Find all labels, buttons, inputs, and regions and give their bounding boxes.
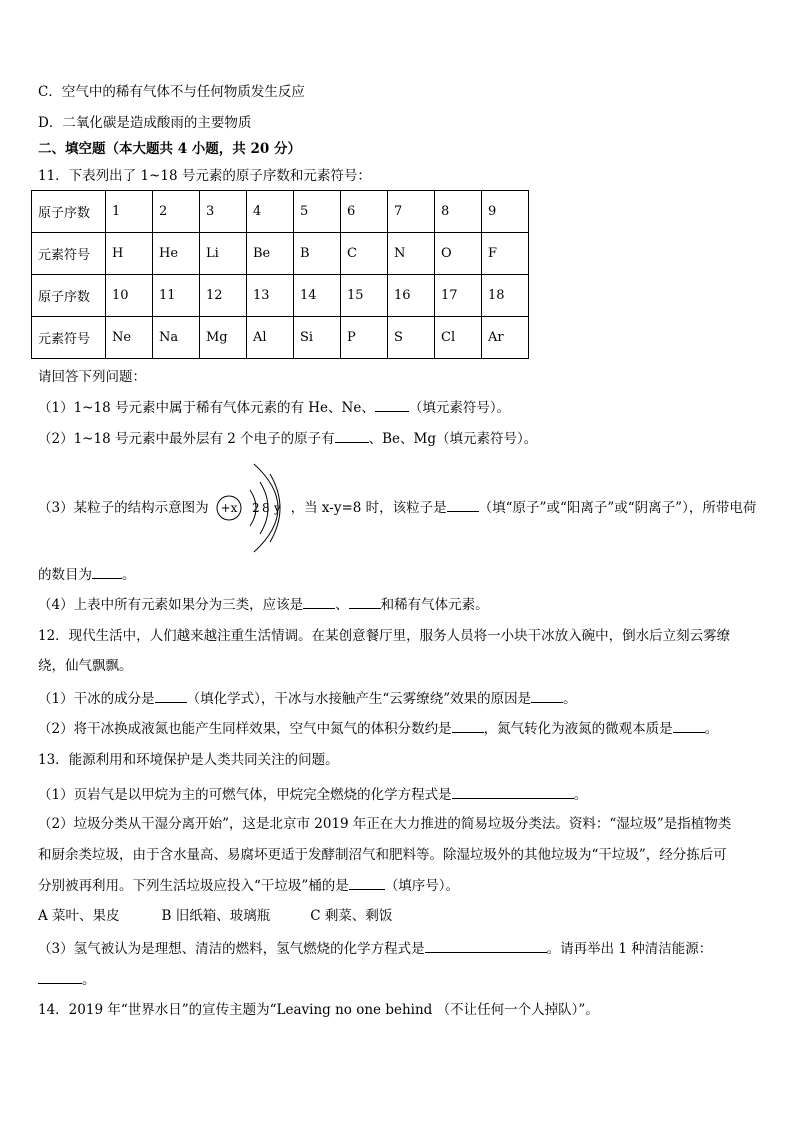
table-row-header: 元素符号 <box>32 233 106 275</box>
question-13-part-2-line-1: （2）垃圾分类从干湿分离开始”，这是北京市 2019 年正在大力推进的简易垃圾分类法。资料：“湿垃圾”是指植物类 <box>38 816 732 832</box>
answer-blank[interactable] <box>531 689 563 703</box>
question-12-part-2 <box>38 719 718 738</box>
table-cell: 16 <box>388 275 435 317</box>
table-cell: 11 <box>153 275 200 317</box>
option-c: C．空气中的稀有气体不与任何物质发生反应 <box>38 84 305 100</box>
table-cell: 2 <box>153 191 200 233</box>
table-cell: 6 <box>341 191 388 233</box>
table-cell: Ar <box>482 317 529 359</box>
table-cell: F <box>482 233 529 275</box>
answer-blank[interactable] <box>452 719 484 733</box>
question-13-part-3-cont <box>38 970 96 989</box>
table-row <box>32 317 529 359</box>
table-row-header: 元素符号 <box>32 317 106 359</box>
table-cell: C <box>341 233 388 275</box>
table-cell: Mg <box>200 317 247 359</box>
table-cell: 10 <box>106 275 153 317</box>
table-cell: H <box>106 233 153 275</box>
element-table <box>31 190 529 359</box>
question-12-line-1: 12．现代生活中，人们越来越注重生活情调。在某创意餐厅里，服务人员将一小块干冰放入碗中，倒水后立刻云雾缭 <box>38 628 731 644</box>
atom-structure-diagram <box>214 460 298 556</box>
table-row <box>32 233 529 275</box>
question-13-part-2-line-3 <box>38 876 459 895</box>
question-12-line-2: 绕，仙气飘飘。 <box>38 658 133 674</box>
answer-blank[interactable] <box>335 429 369 443</box>
answer-blank[interactable] <box>303 595 335 609</box>
answer-blank[interactable] <box>425 939 547 953</box>
table-cell: Ne <box>106 317 153 359</box>
q11-4-sep: 、 <box>335 597 349 613</box>
question-14-stem: 14．2019 年“世界水日”的宣传主题为“Leaving no one behind （不让任何一个人掉队）”。 <box>38 1002 599 1018</box>
table-cell: O <box>435 233 482 275</box>
q11-3-charge-text: 的数目为 <box>38 567 92 583</box>
section-heading-fill-in: 二、填空题（本大题共 4 小题，共 20 分） <box>38 141 301 157</box>
q13-3-mid: 。请再举出 1 种清洁能源： <box>546 941 713 957</box>
answer-blank[interactable] <box>155 689 187 703</box>
table-cell: Si <box>294 317 341 359</box>
table-cell: 4 <box>247 191 294 233</box>
question-13-part-1 <box>38 785 587 804</box>
table-cell: Al <box>247 317 294 359</box>
question-11-part-2 <box>38 429 537 448</box>
answer-blank[interactable] <box>447 498 479 512</box>
question-13-options <box>38 907 392 925</box>
q13-1-end: 。 <box>573 787 588 803</box>
q12-1-mid: （填化学式），干冰与水接触产生“云雾缭绕”效果的原因是 <box>186 691 532 707</box>
shell-3-electrons: y <box>274 501 281 515</box>
q11-1-text: （1）1~18 号元素中属于稀有气体元素的有 He、Ne、 <box>38 400 375 416</box>
table-cell: 9 <box>482 191 529 233</box>
table-row <box>32 191 529 233</box>
question-12-part-1 <box>38 689 577 708</box>
table-cell: 12 <box>200 275 247 317</box>
q11-3-end: 。 <box>122 567 136 583</box>
table-cell: 1 <box>106 191 153 233</box>
table-cell: Na <box>153 317 200 359</box>
q12-2-text: （2）将干冰换成液氮也能产生同样效果，空气中氮气的体积分数约是 <box>38 721 452 737</box>
q12-2-mid: ，氮气转化为液氮的微观本质是 <box>483 721 673 737</box>
option-a: A 菜叶、果皮 <box>38 908 120 924</box>
q11-2-text: （2）1~18 号元素中最外层有 2 个电子的原子有 <box>38 431 335 447</box>
question-11-part-4 <box>38 595 489 614</box>
question-13-part-2-line-2: 和厨余类垃圾，由于含水量高、易腐坏更适于发酵制沼气和肥料等。除湿垃圾外的其他垃圾为“干垃圾”，经分拣后可 <box>38 847 727 863</box>
table-cell: 18 <box>482 275 529 317</box>
q11-1-tail: （填元素符号）。 <box>408 400 511 416</box>
question-13-stem: 13．能源利用和环境保护是人类共同关注的问题。 <box>38 752 339 768</box>
q13-2-text: 分别被再利用。下列生活垃圾应投入“干垃圾”桶的是 <box>38 878 349 894</box>
answer-blank[interactable] <box>349 876 385 890</box>
q13-2-tail: （填序号）。 <box>384 878 460 894</box>
answer-blank[interactable] <box>452 785 574 799</box>
q11-4-tail: 和稀有气体元素。 <box>380 597 489 613</box>
table-row <box>32 275 529 317</box>
question-13-part-3 <box>38 939 712 958</box>
q11-3-text: （3）某粒子的结构示意图为 <box>38 500 209 516</box>
answer-blank[interactable] <box>38 970 82 984</box>
q11-3-options: （填“原子”或“阳离子”或“阴离子”），所带电荷 <box>478 500 757 516</box>
table-cell: 3 <box>200 191 247 233</box>
q11-2-tail: 、Be、Mg（填元素符号）。 <box>368 431 538 447</box>
q12-1-end: 。 <box>563 691 577 707</box>
table-cell: 7 <box>388 191 435 233</box>
table-row-header: 原子序数 <box>32 275 106 317</box>
q13-1-text: （1）页岩气是以甲烷为主的可燃气体，甲烷完全燃烧的化学方程式是 <box>38 787 452 803</box>
table-cell: Be <box>247 233 294 275</box>
shell-1-electrons: 2 <box>252 501 260 515</box>
table-cell: He <box>153 233 200 275</box>
q13-3-end: 。 <box>82 972 96 988</box>
q12-1-text: （1）干冰的成分是 <box>38 691 155 707</box>
answer-blank[interactable] <box>673 719 705 733</box>
question-11-stem: 11．下表列出了 1~18 号元素的原子序数和元素符号： <box>38 168 371 184</box>
nucleus-charge: +x <box>220 501 238 515</box>
table-row-header: 原子序数 <box>32 191 106 233</box>
question-11-part-3 <box>38 498 756 517</box>
option-b: B 旧纸箱、玻璃瓶 <box>161 908 271 924</box>
answer-blank[interactable] <box>349 595 381 609</box>
q12-2-end: 。 <box>704 721 719 737</box>
q11-3-condition: ，当 x-y=8 时，该粒子是 <box>290 500 447 516</box>
answer-blank[interactable] <box>92 565 122 579</box>
option-c-choice: C 剩菜、剩饭 <box>310 908 393 924</box>
question-11-prompt: 请回答下列问题： <box>38 369 146 385</box>
table-cell: P <box>341 317 388 359</box>
q13-3-text: （3）氢气被认为是理想、清洁的燃料，氢气燃烧的化学方程式是 <box>38 941 425 957</box>
table-cell: 14 <box>294 275 341 317</box>
table-cell: S <box>388 317 435 359</box>
table-cell: 17 <box>435 275 482 317</box>
q11-4-text: （4）上表中所有元素如果分为三类，应该是 <box>38 597 304 613</box>
table-cell: 13 <box>247 275 294 317</box>
question-11-part-1 <box>38 398 510 417</box>
question-11-part-3-cont <box>38 565 136 584</box>
shell-2-electrons: 8 <box>262 501 270 515</box>
table-cell: 8 <box>435 191 482 233</box>
table-cell: Li <box>200 233 247 275</box>
answer-blank[interactable] <box>375 398 409 412</box>
table-cell: 5 <box>294 191 341 233</box>
option-d: D．二氧化碳是造成酸雨的主要物质 <box>38 115 252 131</box>
table-cell: 15 <box>341 275 388 317</box>
table-cell: N <box>388 233 435 275</box>
table-cell: B <box>294 233 341 275</box>
table-cell: Cl <box>435 317 482 359</box>
